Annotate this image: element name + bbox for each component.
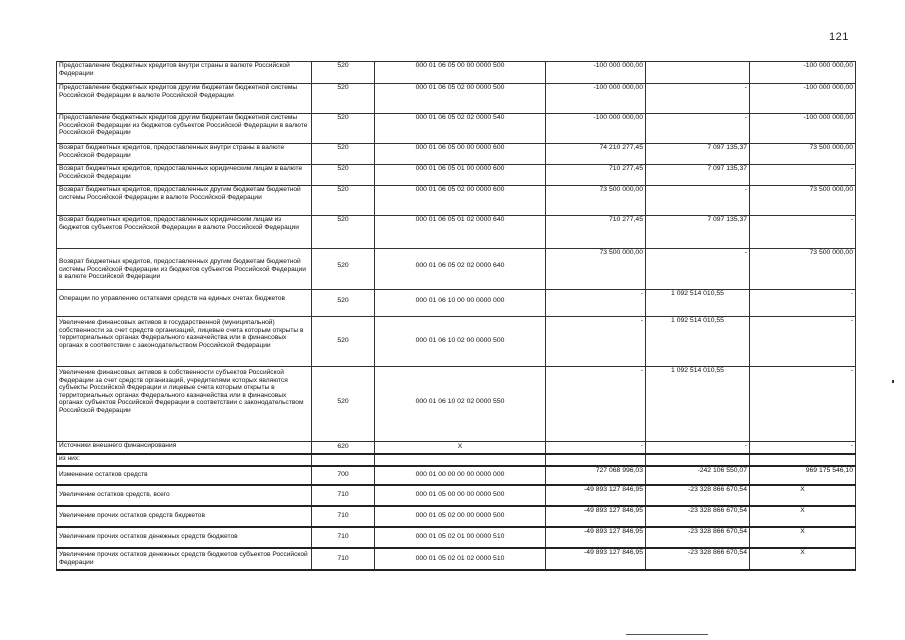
- row-kbk: 000 01 00 00 00 00 0000 000: [375, 466, 546, 485]
- row-value-2: -23 328 866 670,54: [646, 527, 750, 548]
- row-value-3: -: [750, 290, 856, 317]
- row-code: 700: [312, 466, 375, 485]
- row-name: Увеличение финансовых активов в государственной (муниципальной) собственности за счет средств организаций, лицевые счета которым открыты в территориальных органах Федерального казначейства или в финансовых органах в соответствии с законодательством Российской Федерации: [57, 317, 312, 367]
- row-code: 520: [312, 249, 375, 290]
- row-value-1: -: [546, 290, 646, 317]
- table-row: [57, 317, 856, 367]
- row-name: Увеличение прочих остатков денежных средств бюджетов: [57, 527, 312, 548]
- table-row: [57, 249, 856, 290]
- row-name: из них:: [57, 454, 312, 466]
- row-value-1: 73 500 000,00: [546, 249, 646, 290]
- row-value-3: -100 000 000,00: [750, 62, 856, 84]
- row-kbk: 000 01 05 02 00 00 0000 500: [375, 506, 546, 527]
- row-kbk: 000 01 06 05 01 02 0000 640: [375, 216, 546, 249]
- row-value-3: 969 175 546,10: [750, 466, 856, 485]
- row-value-1: -49 893 127 846,95: [546, 506, 646, 527]
- table-row: [57, 454, 856, 466]
- row-name: Предоставление бюджетных кредитов другим бюджетам бюджетной системы Российской Федерации из бюджетов субъектов Российской Федерации в валюте Российской Федерации: [57, 114, 312, 144]
- row-value-1: -100 000 000,00: [546, 62, 646, 84]
- row-value-2: [646, 62, 750, 84]
- row-value-1: 727 068 996,03: [546, 466, 646, 485]
- row-value-1: -: [546, 442, 646, 454]
- row-code: 710: [312, 548, 375, 570]
- row-code: 520: [312, 114, 375, 144]
- row-value-3: X: [750, 527, 856, 548]
- row-value-1: -: [546, 367, 646, 442]
- table-row: [57, 506, 856, 527]
- row-value-3: 73 500 000,00: [750, 249, 856, 290]
- table-row: [57, 62, 856, 84]
- row-value-1: 710 277,45: [546, 165, 646, 186]
- row-value-2: -242 106 550,07: [646, 466, 750, 485]
- table-row: [57, 442, 856, 454]
- row-value-3: -: [750, 367, 856, 442]
- row-value-3: -: [750, 317, 856, 367]
- row-value-2: 7 097 135,37: [646, 216, 750, 249]
- table-row: [57, 290, 856, 317]
- row-value-2: [646, 454, 750, 466]
- row-kbk: 000 01 05 02 01 02 0000 510: [375, 548, 546, 570]
- row-value-3: -100 000 000,00: [750, 84, 856, 114]
- row-kbk: X: [375, 442, 546, 454]
- row-kbk: 000 01 05 00 00 00 0000 500: [375, 485, 546, 506]
- row-value-1: -49 893 127 846,95: [546, 527, 646, 548]
- row-kbk: 000 01 06 05 02 00 0000 500: [375, 84, 546, 114]
- row-kbk: 000 01 06 10 00 00 0000 000: [375, 290, 546, 317]
- row-code: 520: [312, 290, 375, 317]
- row-kbk: 000 01 05 02 01 00 0000 510: [375, 527, 546, 548]
- row-value-2: 1 092 514 010,55: [646, 290, 750, 317]
- row-value-2: -23 328 866 670,54: [646, 548, 750, 570]
- table-row: [57, 114, 856, 144]
- row-code: [312, 454, 375, 466]
- row-code: 520: [312, 84, 375, 114]
- row-kbk: 000 01 06 10 02 00 0000 500: [375, 317, 546, 367]
- row-value-1: -: [546, 317, 646, 367]
- row-value-1: -100 000 000,00: [546, 84, 646, 114]
- row-name: Предоставление бюджетных кредитов внутри страны в валюте Российской Федерации: [57, 62, 312, 84]
- row-kbk: [375, 454, 546, 466]
- row-value-3: X: [750, 485, 856, 506]
- row-value-1: -49 893 127 846,95: [546, 548, 646, 570]
- row-kbk: 000 01 06 05 00 00 0000 500: [375, 62, 546, 84]
- row-kbk: 000 01 06 05 02 00 0000 600: [375, 186, 546, 216]
- row-code: 520: [312, 165, 375, 186]
- row-value-2: 1 092 514 010,55: [646, 317, 750, 367]
- table-row: [57, 216, 856, 249]
- page-number: 121: [829, 31, 849, 43]
- table-row: [57, 165, 856, 186]
- row-name: Возврат бюджетных кредитов, предоставленных другим бюджетам бюджетной системы Российской Федерации из бюджетов субъектов Российской Федерации в валюте Российской Федерации: [57, 249, 312, 290]
- row-name: Возврат бюджетных кредитов, предоставленных другим бюджетам бюджетной системы Российской Федерации в валюте Российской Федерации: [57, 186, 312, 216]
- row-value-3: X: [750, 506, 856, 527]
- report-table-body: [57, 62, 856, 570]
- report-table: [56, 61, 856, 571]
- row-value-1: 710 277,45: [546, 216, 646, 249]
- row-name: Изменение остатков средств: [57, 466, 312, 485]
- row-code: 520: [312, 367, 375, 442]
- table-row: [57, 527, 856, 548]
- row-name: Увеличение прочих остатков средств бюджетов: [57, 506, 312, 527]
- row-value-1: [546, 454, 646, 466]
- scan-artifact: [892, 380, 894, 383]
- row-kbk: 000 01 06 05 02 02 0000 540: [375, 114, 546, 144]
- row-value-2: -23 328 866 670,54: [646, 506, 750, 527]
- row-name: Возврат бюджетных кредитов, предоставленных юридическим лицам в валюте Российской Федерации: [57, 165, 312, 186]
- row-code: 710: [312, 485, 375, 506]
- table-row: [57, 144, 856, 165]
- row-value-3: -: [750, 165, 856, 186]
- table-row: [57, 485, 856, 506]
- row-value-1: -100 000 000,00: [546, 114, 646, 144]
- row-value-1: 74 210 277,45: [546, 144, 646, 165]
- row-value-2: -: [646, 249, 750, 290]
- footer-rule: [626, 634, 708, 635]
- row-value-3: X: [750, 548, 856, 570]
- row-name: Увеличение остатков средств, всего: [57, 485, 312, 506]
- row-kbk: 000 01 06 05 02 02 0000 640: [375, 249, 546, 290]
- row-code: 520: [312, 62, 375, 84]
- row-kbk: 000 01 06 05 01 00 0000 600: [375, 165, 546, 186]
- row-code: 520: [312, 216, 375, 249]
- row-name: Увеличение финансовых активов в собственности субъектов Российской Федерации за счет средств организаций, учредителями которых являются субъекты Российской Федерации и лицевые счета которым открыты в территориальных органах Федерального казначейства или в финансовых органах субъектов Российской Федерации в соответствии с законодательством Российской Федерации: [57, 367, 312, 442]
- row-value-1: 73 500 000,00: [546, 186, 646, 216]
- row-name: Увеличение прочих остатков денежных средств бюджетов субъектов Российской Федерации: [57, 548, 312, 570]
- table-row: [57, 548, 856, 570]
- row-value-2: -23 328 866 670,54: [646, 485, 750, 506]
- row-name: Предоставление бюджетных кредитов другим бюджетам бюджетной системы Российской Федерации в валюте Российской Федерации: [57, 84, 312, 114]
- row-kbk: 000 01 06 05 00 00 0000 600: [375, 144, 546, 165]
- row-value-2: -: [646, 186, 750, 216]
- row-value-3: -: [750, 442, 856, 454]
- table-row: [57, 186, 856, 216]
- row-value-1: -49 893 127 846,95: [546, 485, 646, 506]
- table-row: [57, 84, 856, 114]
- row-value-3: -100 000 000,00: [750, 114, 856, 144]
- row-value-3: -: [750, 216, 856, 249]
- row-name: Источники внешнего финансирования: [57, 442, 312, 454]
- row-value-2: -: [646, 84, 750, 114]
- row-name: Возврат бюджетных кредитов, предоставленных внутри страны в валюте Российской Федерации: [57, 144, 312, 165]
- row-value-3: 73 500 000,00: [750, 144, 856, 165]
- table-row: [57, 367, 856, 442]
- row-value-2: 7 097 135,37: [646, 144, 750, 165]
- row-code: 520: [312, 144, 375, 165]
- row-value-2: -: [646, 442, 750, 454]
- row-value-2: 7 097 135,37: [646, 165, 750, 186]
- row-kbk: 000 01 06 10 02 02 0000 550: [375, 367, 546, 442]
- row-code: 520: [312, 186, 375, 216]
- row-value-2: 1 092 514 010,55: [646, 367, 750, 442]
- row-name: Возврат бюджетных кредитов, предоставленных юридическим лицам из бюджетов субъектов Российской Федерации в валюте Российской Федерации: [57, 216, 312, 249]
- row-code: 520: [312, 317, 375, 367]
- row-name: Операции по управлению остатками средств на единых счетах бюджетов: [57, 290, 312, 317]
- row-value-2: -: [646, 114, 750, 144]
- row-code: 620: [312, 442, 375, 454]
- row-value-3: [750, 454, 856, 466]
- table-row: [57, 466, 856, 485]
- row-code: 710: [312, 506, 375, 527]
- row-code: 710: [312, 527, 375, 548]
- row-value-3: 73 500 000,00: [750, 186, 856, 216]
